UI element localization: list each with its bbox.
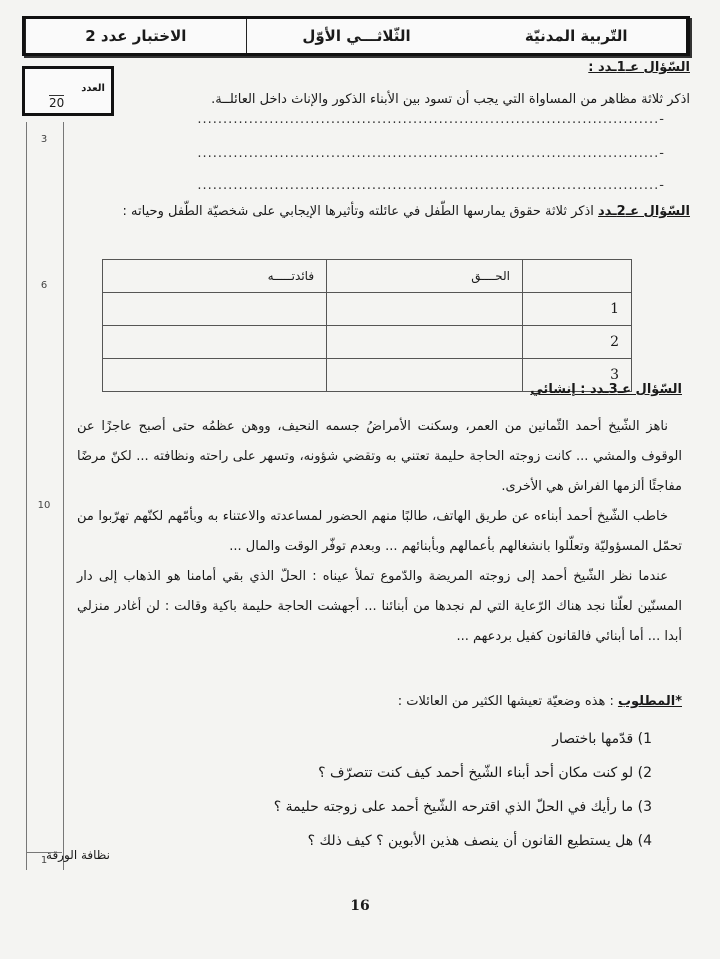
table-row [103,293,632,326]
passage-paragraph: عندما نظر الشّيخ أحمد إلى زوجته المريضة والدّموع تملأ عيناه : الحلّ الذي بقي أمامنا هو الذهاب إلى دار المسنّين لعلّنا نجد هناك الرّعاية التي لم نجدها من أبنائنا ... أجهشت الحاجة حليمة باكية وقالت : لن أغادر منزلي أبدا ... أما أبنائي فالقانون كفيل بردعهم ... [77,569,682,644]
row-number: 2 [523,326,632,359]
header-subject: التّربية المدنيّة [524,27,628,45]
q2-prompt: اذكر ثلاثة حقوق يمارسها الطّفل في عائلته وتأثيرها الإيجابي على شخصيّة الطّفل وحياته : [122,204,594,219]
mark-cleanliness: 1 [26,852,62,866]
q3-title: السّؤال عـ3ـدد : إنشائي [530,382,682,397]
q1-title: السّؤال عـ1ـدد : [588,60,690,75]
table-header-row [103,260,632,293]
page-number: 16 [350,898,370,914]
header-term: الثّلاثـــي الأوّل [246,19,467,53]
passage-paragraph: ناهز الشّيخ أحمد الثّمانين من العمر، وسكنت الأمراضُ جسمه النحيف، ووهن عظمُه حتى أصبح عاجزًا عن الوقوف والمشي ... كانت زوجته الحاجة حليمة تعتني به وتقضي شؤونه، وتسهر على راحته ونظافته ... لكنّ مرضًا مفاجئًا ألزمها الفراش هي الأخرى. [77,419,682,494]
q2-block [70,198,690,226]
table-row [103,326,632,359]
answer-line[interactable]: -.......................................................................................... [197,146,665,161]
passage-paragraph: خاطب الشّيخ أحمد أبناءه عن طريق الهاتف، طالبًا منهم الحضور لمساعدته والاعتناء به وبأمّهم لكنّهم تهرّبوا من تحمّل المسؤوليّة وتعلّلوا بانشغالهم بأعمالهم وبأبنائهم ... وبعدم توفّر الوقت والمال ... [77,509,682,554]
required-line [398,688,682,716]
table-header-num [523,260,632,293]
header-test: الاختبار عدد 2 [25,19,246,53]
q3-passage [77,412,682,652]
answer-line[interactable]: -.......................................................................................... [197,112,665,127]
q1-prompt: اذكر ثلاثة مظاهر من المساواة التي يجب أن تسود بين الأبناء الذكور والإناث داخل العائلــة. [211,92,690,107]
q2-title: السّؤال عـ2ـدد [598,204,690,219]
cleanliness-label: نظافة الورقة [46,848,110,862]
row-number: 3 [523,359,632,392]
mark-q2: 6 [40,280,48,291]
benefit-cell[interactable] [103,293,327,326]
benefit-cell[interactable] [103,326,327,359]
q3-questions [274,722,652,858]
exam-header [22,16,690,56]
grading-margin [26,122,64,870]
right-cell[interactable] [327,326,523,359]
question-item: 1) قدّمها باختصار [552,731,652,747]
row-number: 1 [523,293,632,326]
score-label: العدد [81,83,105,94]
required-label: *المطلوب [617,694,682,709]
table-header-benefit: فائدتـــــه [103,260,327,293]
mark-q3: 10 [37,500,51,511]
table-header-right: الحــــق [327,260,523,293]
answer-line[interactable]: -.......................................................................................... [197,178,665,193]
right-cell[interactable] [327,293,523,326]
mark-q1: 3 [40,134,48,145]
score-box [22,66,114,116]
benefit-cell[interactable] [103,359,327,392]
question-item: 4) هل يستطيع القانون أن ينصف هذين الأبوين ؟ كيف ذلك ؟ [307,833,652,849]
score-total: 20 [49,96,65,110]
required-text: : هذه وضعيّة تعيشها الكثير من العائلات : [397,694,618,709]
question-item: 2) لو كنت مكان أحد أبناء الشّيخ أحمد كيف كنت تتصرّف ؟ [318,765,652,781]
question-item: 3) ما رأيك في الحلّ الذي اقترحه الشّيخ أحمد على زوجته حليمة ؟ [273,799,652,815]
rights-table [102,259,632,392]
right-cell[interactable] [327,359,523,392]
